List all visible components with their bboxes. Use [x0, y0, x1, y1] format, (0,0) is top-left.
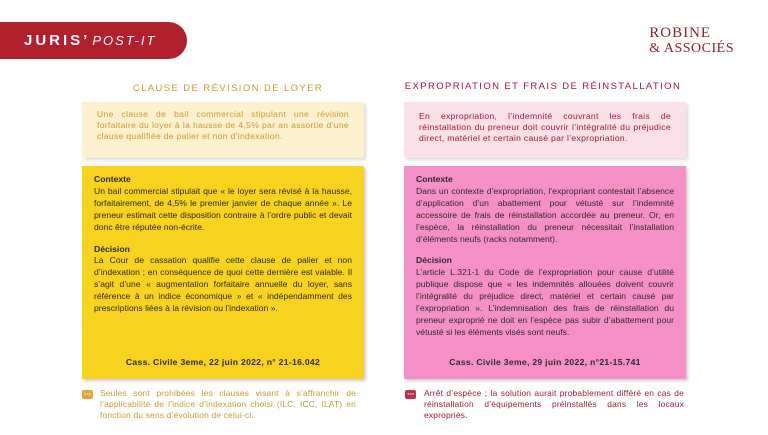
comment-icon — [405, 390, 416, 399]
juris-post-it-banner — [0, 22, 187, 59]
right-summary-text: En expropriation, l’indemnité couvrant les frais de réinstallation du preneur doit couvrir l’intégralité du préjudice direct, matériel et certain causé par l’expropriation. — [419, 111, 671, 143]
right-context-text: Dans un contexte d’expropriation, l’expropriant contestait l’absence d’application d’un abattement pour vétusté sur l’indemnité accessoire de frais de réinstallation accordée au preneur. Or, en l’espèce, la réinstallation du preneur nécessitait l’installation d’éléments neufs (racks notamment). — [416, 185, 674, 244]
banner-title: JURIS’ — [24, 32, 91, 49]
left-footnote: Seules sont prohibées les clauses visant à s’affranchir de l’applicabilité de l’indice d’indexation choisi (ILC, ICC, ILAT) en fonction du sens d’évolution de celui-ci. — [100, 388, 356, 420]
comment-icon — [82, 390, 93, 399]
left-summary-note — [82, 102, 364, 158]
logo-line-2: & ASSOCIÉS — [649, 40, 734, 56]
left-decision-text: La Cour de cassation qualifie cette clause de palier et non d’indexation ; en conséquence de quoi cette dernière est valable. Il s’agit d’une « augmentation forfaitaire annuelle du loyer, sans référence à un indice économique » et « indépendamment des prescriptions liées à la révision ou l’indexation ». — [94, 255, 352, 314]
right-footnote: Arrêt d’espèce ; la solution aurait probablement différé en cas de réinstallation d’équipements préinstallés dans les locaux expropriés. — [424, 388, 684, 420]
left-context-text: Un bail commercial stipulait que « le loyer sera révisé à la hausse, forfaitairement, de 4,5% le premier janvier de chaque année ». Le preneur estimait cette disposition contraire à l’ordre public et devait donc être réputée non-écrite. — [94, 185, 352, 232]
right-summary-note — [404, 102, 686, 158]
right-case-reference: Cass. Civile 3eme, 29 juin 2022, n°21-15.741 — [449, 357, 641, 368]
right-decision-text: L’article L.321-1 du Code de l’expropriation pour cause d’utilité publique dispose que « les indemnités allouées doivent couvrir l’intégralité du préjudice direct, matériel et certain causé par l’expropriation ». L’indemnisation des frais de réinstallation du preneur exproprié ne doit en l’espèce pas subir d’abattement pour vétusté si les éléments visés sont neufs. — [416, 267, 674, 337]
left-decision-label: Décision — [94, 243, 130, 254]
right-detail-note — [404, 166, 686, 379]
left-heading: CLAUSE DE RÉVISION DE LOYER — [132, 83, 324, 94]
left-case-reference: Cass. Civile 3eme, 22 juin 2022, n° 21-16.042 — [125, 357, 321, 368]
left-summary-text: Une clause de bail commercial stipulant une révision forfaitaire du loyer à la hausse de 4,5% par an assortie d’une clause qualifiée de palier et non d’indexation. — [97, 109, 349, 141]
right-heading: EXPROPRIATION ET FRAIS DE RÉINSTALLATION — [404, 81, 682, 92]
left-context-label: Contexte — [94, 174, 131, 184]
robine-associes-logo — [649, 26, 734, 56]
logo-line-1: ROBINE — [649, 25, 712, 41]
right-decision-label: Décision — [416, 255, 452, 266]
banner-subtitle: POST-IT — [92, 33, 157, 48]
right-context-label: Contexte — [416, 174, 453, 184]
left-detail-note — [82, 166, 364, 379]
